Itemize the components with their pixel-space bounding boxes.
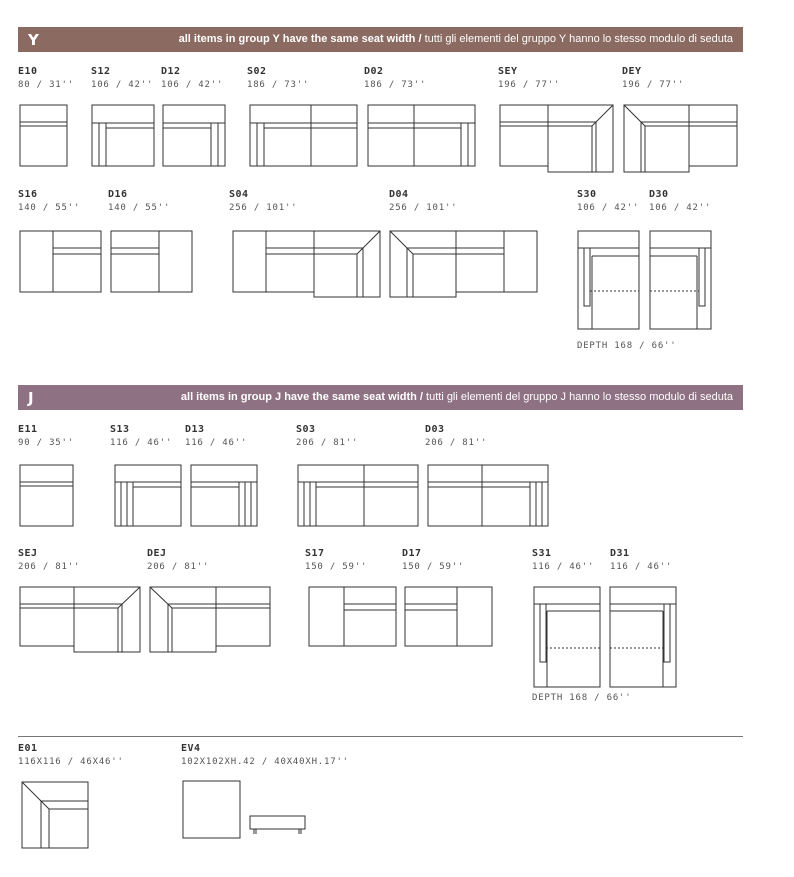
plan-ev4 [183,781,240,838]
plan-e11 [20,465,73,526]
item-code-sey: SEY [498,66,518,77]
item-dim-d03: 206 / 81'' [425,438,488,448]
plan-d02 [368,105,475,166]
plan-d31 [610,587,676,687]
plan-d13 [191,465,257,526]
item-dim-s17: 150 / 59'' [305,562,368,572]
elevation-ev4 [250,816,305,834]
item-dim-sej: 206 / 81'' [18,562,81,572]
item-code-ev4: EV4 [181,743,201,754]
item-code-d13: D13 [185,424,205,435]
item-code-s04: S04 [229,189,249,200]
item-dim-d13: 116 / 46'' [185,438,248,448]
item-code-s16: S16 [18,189,38,200]
plan-sey [500,105,613,172]
plan-e01 [22,782,88,848]
item-dim-s03: 206 / 81'' [296,438,359,448]
plan-d16 [111,231,192,292]
item-code-s30: S30 [577,189,597,200]
item-code-e01: E01 [18,743,38,754]
plan-dej [150,587,270,652]
item-dim-d16: 140 / 55'' [108,203,171,213]
plan-s02 [250,105,357,166]
item-dim-s16: 140 / 55'' [18,203,81,213]
item-dim-d04: 256 / 101'' [389,203,458,213]
group-j-letter: J [28,389,34,407]
item-code-s31: S31 [532,548,552,559]
plan-sej [20,587,140,652]
plan-e10 [20,105,67,166]
group-y-depth-note: DEPTH 168 / 66'' [577,341,677,351]
group-y-description-text: tutti gli elementi del gruppo Y hanno lo stesso modulo di seduta [424,33,733,45]
item-code-d04: D04 [389,189,409,200]
group-j-description-text: tutti gli elementi del gruppo J hanno lo stesso modulo di seduta [426,391,733,403]
plan-d12 [163,105,225,166]
plan-d17 [405,587,492,646]
item-dim-dej: 206 / 81'' [147,562,210,572]
plan-s13 [115,465,181,526]
item-code-s12: S12 [91,66,111,77]
item-dim-s30: 106 / 42'' [577,203,640,213]
group-y-description-bold: all items in group Y have the same seat width / [178,33,422,45]
item-dim-e10: 80 / 31'' [18,80,74,90]
item-dim-s31: 116 / 46'' [532,562,595,572]
item-dim-d17: 150 / 59'' [402,562,465,572]
group-j-description-bold: all items in group J have the same seat width / [180,391,423,403]
item-dim-s13: 116 / 46'' [110,438,173,448]
item-code-d12: D12 [161,66,181,77]
item-code-d02: D02 [364,66,384,77]
plan-s31 [534,587,600,687]
item-code-s02: S02 [247,66,267,77]
plan-s17 [309,587,396,646]
plan-d04 [390,231,537,297]
group-j-depth-note: DEPTH 168 / 66'' [532,693,632,703]
item-dim-s02: 186 / 73'' [247,80,310,90]
item-code-e11: E11 [18,424,38,435]
item-dim-s04: 256 / 101'' [229,203,298,213]
item-code-d31: D31 [610,548,630,559]
plan-d03 [428,465,548,526]
item-code-d17: D17 [402,548,422,559]
item-code-d03: D03 [425,424,445,435]
group-y-letter: Y [28,31,39,49]
item-code-e10: E10 [18,66,38,77]
item-dim-d02: 186 / 73'' [364,80,427,90]
plan-s30 [578,231,639,329]
item-dim-ev4: 102X102XH.42 / 40X40XH.17'' [181,757,349,767]
item-dim-d31: 116 / 46'' [610,562,673,572]
item-dim-e11: 90 / 35'' [18,438,74,448]
item-code-s03: S03 [296,424,316,435]
item-code-d16: D16 [108,189,128,200]
item-code-sej: SEJ [18,548,38,559]
plan-s16 [20,231,101,292]
item-dim-d12: 106 / 42'' [161,80,224,90]
item-dim-s12: 106 / 42'' [91,80,154,90]
plan-d30 [650,231,711,329]
item-code-dey: DEY [622,66,642,77]
item-dim-e01: 116X116 / 46X46'' [18,757,124,767]
item-code-s17: S17 [305,548,325,559]
item-code-s13: S13 [110,424,130,435]
plan-s12 [92,105,154,166]
item-dim-d30: 106 / 42'' [649,203,712,213]
item-code-dej: DEJ [147,548,167,559]
item-dim-dey: 196 / 77'' [622,80,685,90]
plan-s03 [298,465,418,526]
item-code-d30: D30 [649,189,669,200]
plan-s04 [233,231,380,297]
plan-dey [624,105,737,172]
item-dim-sey: 196 / 77'' [498,80,561,90]
